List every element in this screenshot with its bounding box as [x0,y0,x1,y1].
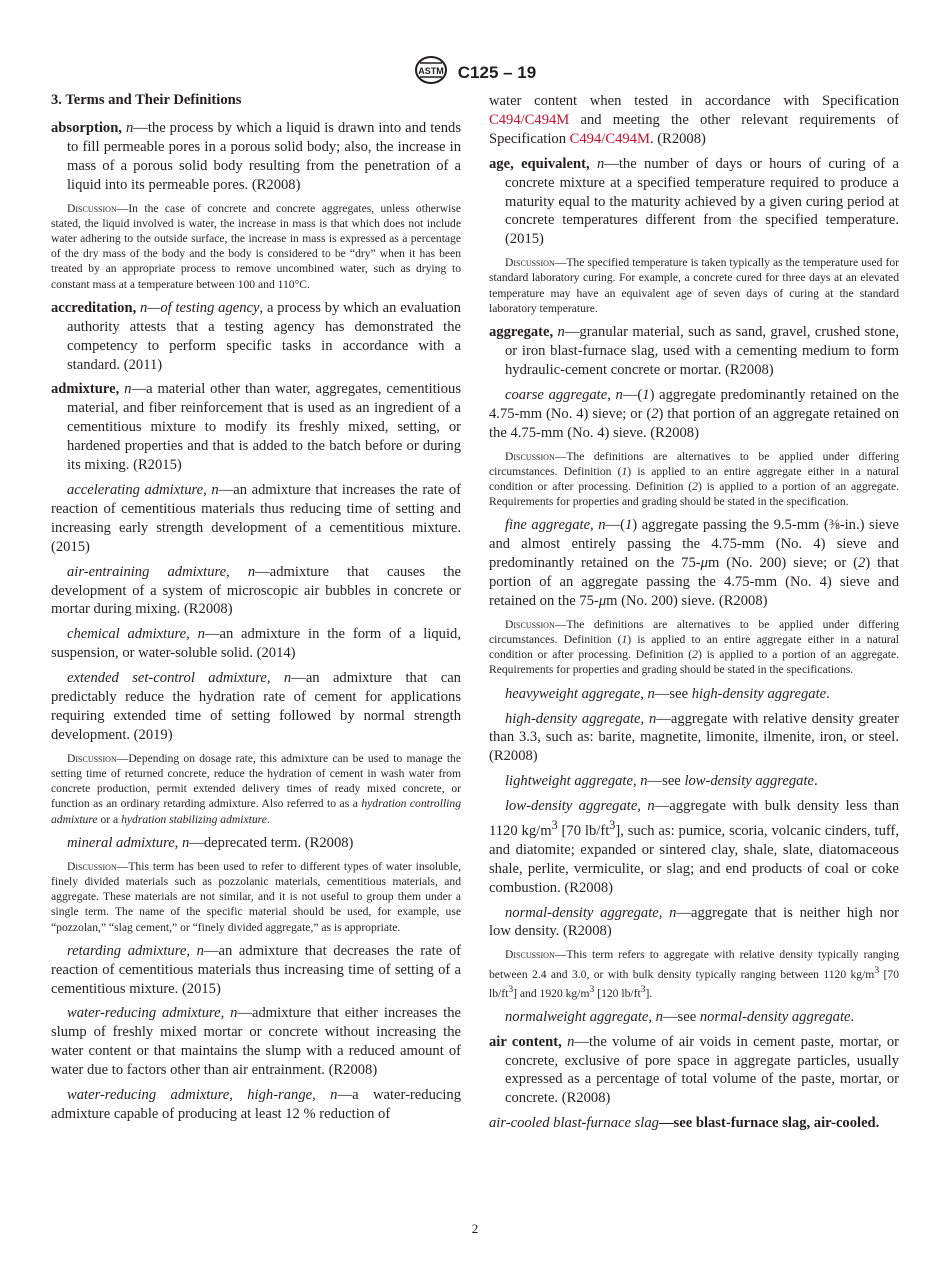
term-coarse-aggregate: coarse aggregate, n—(1) aggregate predominantly retained on the 4.75-mm (No. 4) sieve; or (2) that portion of an aggregate retained on the 4.75-mm (No. 4) sieve. (R2008) [489,386,899,441]
astm-logo-icon [414,55,448,90]
left-column [51,92,461,1130]
svg-text:ASTM: ASTM [418,66,444,76]
term-aggregate: aggregate, n—granular material, such as sand, gravel, crushed stone, or iron blast-furnace slag, used with a cementing medium to form hydraulic-cement concrete or mortar. (R2008) [489,324,899,378]
discussion-age-equivalent: Discussion—The specified temperature is taken typically as the temperature used for standard laboratory curing. For example, a concrete cured for three days at an elevated temperature may have an equivalent age of seven days of curing at the standard laboratory temperature. [489,256,899,315]
term-low-density-aggregate: low-density aggregate, n—aggregate with bulk density less than 1120 $kg/m^3$ [70 $lb/ft^3$], such as: pumice, scoria, volcanic cinders, tuff, and diatomite; expanded or sintered clay, shale, slate, diatomaceous shale, perlite, vermiculite, or slag; and end products of coal or coke combustion. (R2008) [489,798,899,896]
reference-link[interactable]: C494/C494M [569,130,650,147]
term-accelerating-admixture: accelerating admixture, n—an admixture that increases the rate of reaction of cementitious materials thus reducing time of setting and increasing early strength development of a cementitious mixture. (2015) [51,482,461,555]
discussion-fine-aggregate: Discussion—The definitions are alternatives to be applied under differing circumstances. Definition (1) is applied to an entire aggregate either in a natural condition or after processing. Definition (2) is applied to a portion of an aggregate. Requirements for properties and grading should be stated in the specifications. [489,617,899,677]
term-high-density-aggregate: high-density aggregate, n—aggregate with relative density greater than 3.3, such as: barite, magnetite, limonite, ilmenite, iron, or steel. (R2008) [489,710,899,765]
term-chemical-admixture: chemical admixture, n—an admixture in the form of a liquid, suspension, or water-soluble solid. (2014) [51,626,461,662]
page-number: 2 [471,1221,479,1236]
term-accreditation: accreditation, n—of testing agency, a process by which an evaluation authority attests that a testing agency has demonstrated the competency to perform specific tasks in accordance with a standard. (2011) [51,299,461,373]
section-title: 3. Terms and Their Definitions [51,92,242,108]
right-column [489,92,899,1139]
discussion-mineral-admixture: Discussion—This term has been used to refer to different types of water insoluble, finely divided materials such as pozzolanic materials, cementitious materials, and aggregate. These materials are not similar, and it is not useful to group them under a single term. The name of the specific material should be used, for example, use “pozzolan,” “slag cement,” or “finely divided aggregate,” as is appropriate. [51,859,461,934]
discussion-extended-set-control: Discussion—Depending on dosage rate, this admixture can be used to manage the setting time of returned concrete, reduce the hydration of cement in wash water from concrete production, permit extended delivery times of ready mixed concrete, or function as an ordinary retarding admixture. Also referred to as a hydration controlling admixture or a hydration stabilizing admixture. [51,751,461,826]
continued-text: water content when tested in accordance with Specification C494/C494M and meeting the other relevant requirements of Specification C494/C494M. (R2008) [489,93,899,147]
term-normal-density-aggregate: normal-density aggregate, n—aggregate that is neither high nor low density. (R2008) [489,904,900,940]
standard-designation: C125 – 19 [457,62,537,82]
term-water-reducing-high-range: water-reducing admixture, high-range, n—a water-reducing admixture capable of producing at least 12 % reduction of [51,1087,461,1122]
term-retarding-admixture: retarding admixture, n—an admixture that decreases the rate of reaction of cementitious materials thus increasing time of setting of a cementitious mixture. (2015) [51,942,461,997]
term-air-cooled-slag: air-cooled blast-furnace slag—see blast-furnace slag, air-cooled. [489,1115,880,1132]
term-fine-aggregate: fine aggregate, n—(1) aggregate passing the 9.5-mm (⅜-in.) sieve and almost entirely passing the 4.75-mm (No. 4) sieve and predominantly retained on the 75-μm (No. 200) sieve; or (2) that portion of an aggregate passing the 4.75-mm (No. 4) sieve and retained on the 75-μm (No. 200) sieve. (R2008) [489,517,899,609]
term-mineral-admixture: mineral admixture, n—deprecated term. (R2008) [67,834,354,851]
reference-link[interactable]: C494/C494M [489,111,570,128]
term-normalweight-aggregate: normalweight aggregate, n—see normal-density aggregate. [505,1008,855,1025]
discussion-normal-density: Discussion—This term refers to aggregate with relative density typically ranging between 2.4 and 3.0, or with bulk density typically ranging between 1120 $kg/m^3$ [70 $lb/ft^3$] and 1920 $kg/m^3$ [120 $lb/ft^3$]. [489,948,899,1000]
term-water-reducing-admixture: water-reducing admixture, n—admixture that either increases the slump of freshly mixed mortar or concrete without increasing the water content or that maintains the slump with a reduced amount of water due to factors other than air entrainment. (R2008) [51,1005,461,1079]
page-header [0,55,950,90]
discussion-coarse-aggregate: Discussion—The definitions are alternatives to be applied under differing circumstances. Definition (1) is applied to an entire aggregate either in a natural condition or after processing. Definition (2) is applied to a portion of an aggregate. Requirements for properties and grading should be stated in the specification. [489,449,899,509]
term-absorption: absorption, n—the process by which a liquid is drawn into and tends to fill permeable pores in a porous solid body; also, the increase in mass of a porous solid body resulting from the penetration of a liquid into its permeable pores. (R2008) [51,120,461,193]
term-air-entraining-admixture: air-entraining admixture, n—admixture that causes the development of a system of microscopic air bubbles in concrete or mortar during mixing. (R2008) [51,563,461,618]
term-age-equivalent: age, equivalent, n—the number of days or hours of curing of a concrete mixture at a specified temperature required to produce a maturity equal to the maturity achieved by a given curing period at concrete temperatures different from the specified temperature. (2015) [489,155,899,248]
term-air-content: air content, n—the volume of air voids in cement paste, mortar, or concrete, exclusive of pore space in aggregate particles, usually expressed as a percentage of total volume of the paste, mortar, or concrete. (R2008) [489,1033,899,1107]
term-heavyweight-aggregate: heavyweight aggregate, n—see high-density aggregate. [505,685,830,702]
discussion-absorption: Discussion—In the case of concrete and concrete aggregates, unless otherwise stated, the liquid involved is water, the increase in mass is that which does not include water adhering to the outside surface, the increase in mass is expressed as a percentage of the dry mass of the body and the body is considered to be “dry” when it has been treated by an appropriate process to remove uncombined water, such as drying to constant mass at a temperature between 100 and 110°C. [51,201,461,291]
term-extended-set-control-admixture: extended set-control admixture, n—an admixture that can predictably reduce the hydration rate of cement for applications requiring extended time of setting followed by normal strength development. (2019) [51,670,461,743]
term-admixture: admixture, n—a material other than water, aggregates, cementitious material, and fiber reinforcement that is used as an ingredient of a cementitious mixture to modify its freshly mixed, setting, or hardened properties and that is added to the batch before or during its mixing. (R2015) [51,381,462,474]
term-lightweight-aggregate: lightweight aggregate, n—see low-density aggregate. [505,773,818,790]
